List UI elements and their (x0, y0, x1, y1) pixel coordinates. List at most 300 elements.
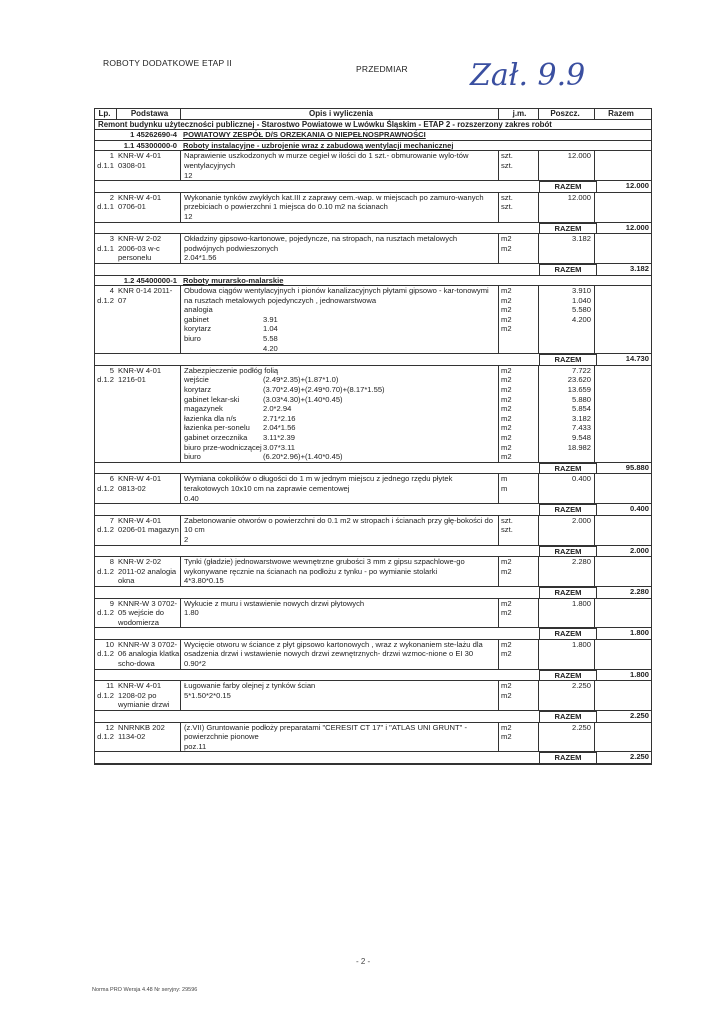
item-number: 1 (109, 151, 114, 161)
unit-header: m2 (501, 286, 512, 296)
item-unit (498, 151, 538, 180)
razem-label: RAZEM (539, 181, 596, 192)
item-lp (95, 151, 116, 180)
unit-line: m2 (501, 394, 512, 404)
calc-label: wejście (184, 375, 209, 385)
unit-line: m2 (501, 566, 512, 576)
razem-value: 2.250 (596, 752, 651, 763)
calc-label: łazienka per-sonelu (184, 423, 250, 433)
item-description (180, 193, 498, 222)
item-poszcz (538, 151, 594, 180)
calc-expr: 2 (184, 534, 189, 544)
item-number: 9 (109, 598, 114, 608)
item-opis: Okładziny gipsowo-kartonowe, pojedyncze, na stropach, na rusztach metalowych podwójnych podwieszonych (184, 234, 458, 253)
item-description (180, 234, 498, 263)
section-1-1 (95, 141, 651, 152)
item-number: 7 (109, 515, 114, 525)
col-lp: Lp. (98, 109, 111, 118)
item-razem (594, 681, 649, 710)
poszcz-value: 13.659 (567, 385, 591, 395)
poszcz-value: 23.620 (567, 375, 591, 385)
razem-value: 1.800 (596, 670, 651, 681)
razem-value: 2.250 (596, 711, 651, 722)
item-lp (95, 599, 116, 628)
item-opis: (z.VII) Gruntowanie podłoży preparatami "CERESIT CT 17" i "ATLAS UNI GRUNT" - powierzchnie pionowe (184, 722, 467, 742)
item-number: 3 (109, 234, 114, 244)
header-center: PRZEDMIAR (356, 64, 408, 74)
unit-line: m2 (501, 413, 512, 423)
item-razem (594, 557, 649, 586)
razem-row (95, 711, 651, 723)
razem-value: 2.000 (596, 546, 651, 557)
item-number: 12 (105, 722, 114, 732)
razem-row (95, 181, 651, 193)
item-left (95, 640, 180, 669)
item-number: 8 (109, 557, 114, 567)
poszcz-value: 2.280 (571, 557, 591, 567)
razem-row (95, 264, 651, 276)
item-razem (594, 516, 649, 545)
unit-line: m2 (501, 295, 512, 305)
table-row (95, 599, 651, 629)
item-razem (594, 286, 649, 353)
item-podstawa: KNR-W 4-01 1216-01 (118, 365, 162, 385)
calc-label: biuro prze-wodniczącej (184, 442, 262, 452)
calc-expr: 0.40 (184, 493, 199, 503)
razem-label: RAZEM (539, 504, 596, 515)
item-opis: Obudowa ciągów wentylacyjnych i pionów kanalizacyjnych płytami gipsowo - kar-tonowymi na rusztach metalowych pojedynczych , jednowarstwowa (184, 286, 489, 305)
item-lp (95, 640, 116, 669)
unit-line: szt. (501, 202, 513, 212)
item-description (180, 640, 498, 669)
item-opis: Wykucie z muru i wstawienie nowych drzwi płytowych (184, 598, 365, 608)
item-opis: Wymiana cokolików o długości do 1 m w jednym miejscu z jednego rzędu płytek terakotowych 10x10 cm na zaprawie cementowej (184, 474, 453, 493)
item-left (95, 366, 180, 462)
poszcz-value: 3.182 (571, 234, 591, 244)
item-podstawa: KNR-W 4-01 0706-01 (118, 192, 162, 212)
item-podstawa: NNRNKB 202 1134-02 (118, 722, 165, 742)
calc-label: korytarz (184, 385, 212, 395)
item-podstawa: KNR 0-14 2011-07 (118, 286, 173, 305)
item-left (95, 516, 180, 545)
calc-line (184, 334, 498, 344)
calc-line (184, 385, 498, 395)
table-row (95, 557, 651, 587)
item-left (95, 599, 180, 628)
unit-line: m2 (501, 404, 512, 414)
table-row (95, 681, 651, 711)
unit-header: m2 (501, 557, 512, 567)
calc-expr: 5*1.50*2*0.15 (184, 690, 231, 700)
item-ref: d.1.2 (97, 375, 114, 385)
calc-label: gabinet lekar-ski (184, 394, 240, 404)
razem-label: RAZEM (539, 670, 596, 681)
poszcz-value: 12.000 (567, 192, 591, 202)
table-row (95, 366, 651, 463)
calc-line (184, 324, 498, 334)
unit-line: m (501, 483, 508, 493)
software-footer: Norma PRO Wersja 4.48 Nr seryjny: 29596 (92, 987, 198, 993)
item-poszcz (538, 599, 594, 628)
unit-line: szt. (501, 525, 513, 535)
razem-label: RAZEM (539, 711, 596, 722)
item-ref: d.1.2 (97, 566, 114, 576)
item-poszcz (538, 366, 594, 462)
table-header (95, 109, 651, 120)
unit-line: m2 (501, 433, 512, 442)
unit-line: m2 (501, 375, 512, 385)
razem-label: RAZEM (539, 463, 596, 474)
calc-expr: (3.70*2.49)+(2.49*0.70)+(8.17*1.55) (263, 385, 385, 395)
calc-expr: 12 (184, 211, 193, 221)
item-left (95, 474, 180, 503)
poszcz-value: 1.040 (571, 295, 591, 305)
calc-line (184, 395, 498, 405)
razem-label: RAZEM (539, 752, 596, 763)
calc-expr: 3.11*2.39 (263, 433, 295, 442)
table-row (95, 516, 651, 546)
col-razem: Razem (594, 109, 649, 119)
item-razem (594, 723, 649, 752)
unit-line: m2 (501, 732, 512, 742)
item-opis: Naprawienie uszkodzonych w murze cegieł w ilości do 1 szt.- obmurowanie wylo-tów wentylacyjnych (184, 151, 469, 170)
item-unit (498, 474, 538, 503)
unit-header: m2 (501, 722, 512, 732)
unit-header: szt. (501, 151, 513, 161)
calc-label: korytarz (184, 324, 212, 334)
calc-expr: (2.49*2.35)+(1.87*1.0) (263, 375, 339, 385)
razem-row (95, 354, 651, 366)
table-row (95, 234, 651, 264)
razem-label: RAZEM (539, 546, 596, 557)
razem-value: 2.280 (596, 587, 651, 598)
poszcz-value: 1.800 (571, 598, 591, 608)
item-description (180, 286, 498, 353)
poszcz-value: 1.800 (571, 639, 591, 649)
item-lp (95, 286, 116, 353)
poszcz-value: 7.433 (571, 423, 591, 433)
razem-value: 12.000 (596, 181, 651, 192)
razem-row (95, 670, 651, 682)
calc-line (184, 433, 498, 443)
item-ref: d.1.2 (97, 732, 114, 742)
item-podstawa: KNR-W 4-01 0206-01 magazyn (118, 515, 179, 535)
item-ref: d.1.2 (97, 525, 114, 535)
item-opis: Zabetonowanie otworów o powierzchni do 0.1 m2 w stropach i ścianach przy głę-bokości do 10 cm (184, 515, 493, 535)
unit-line: m2 (501, 649, 512, 659)
item-left (95, 557, 180, 586)
item-description (180, 723, 498, 752)
item-unit (498, 599, 538, 628)
estimate-table (94, 108, 652, 765)
calc-label (184, 344, 263, 354)
item-description (180, 681, 498, 710)
unit-header: szt. (501, 192, 513, 202)
item-poszcz (538, 474, 594, 503)
table-row (95, 723, 651, 753)
razem-label: RAZEM (539, 223, 596, 234)
calc-expr: 1.04 (263, 324, 278, 334)
razem-row (95, 752, 651, 764)
item-podstawa: KNR-W 4-01 0813-02 (118, 474, 162, 493)
calc-expr: 2.0*2.94 (263, 404, 292, 414)
header-left: ROBOTY DODATKOWE ETAP II (103, 58, 232, 68)
item-razem (594, 599, 649, 628)
item-poszcz (538, 286, 594, 353)
calc-expr: (6.20*2.96)+(1.40*0.45) (263, 452, 343, 462)
calc-line (184, 305, 498, 315)
table-row (95, 151, 651, 181)
unit-header: szt. (501, 515, 513, 525)
calc-line (184, 443, 498, 453)
item-poszcz (538, 681, 594, 710)
item-razem (594, 234, 649, 263)
section-code: 1.2 45400000-1 (123, 275, 177, 285)
item-opis: Wykonanie tynków zwykłych kat.III z zaprawy cem.-wap. w miejscach po zamuro-wanych przebiciach o powierzchni 1 miejsca do 0.10 m2 na ścianach (184, 192, 484, 212)
item-number: 5 (109, 365, 114, 375)
section-title: POWIATOWY ZESPÓŁ D/S ORZEKANIA O NIEPEŁNOSPRAWNOŚCI (183, 130, 426, 140)
item-razem (594, 366, 649, 462)
item-lp (95, 681, 116, 710)
item-razem (594, 151, 649, 180)
razem-row (95, 628, 651, 640)
unit-line: m2 (501, 442, 512, 452)
razem-value: 1.800 (596, 628, 651, 639)
unit-header: m2 (501, 365, 512, 375)
razem-value: 0.400 (596, 504, 651, 515)
calc-line (184, 414, 498, 424)
calc-expr: 4*3.80*0.15 (184, 576, 224, 586)
item-lp (95, 516, 116, 545)
unit-line: m2 (501, 608, 512, 618)
item-description (180, 599, 498, 628)
item-ref: d.1.2 (97, 649, 114, 659)
item-unit (498, 516, 538, 545)
item-description (180, 151, 498, 180)
poszcz-value: 9.548 (571, 433, 591, 442)
calc-line (184, 452, 498, 462)
item-poszcz (538, 723, 594, 752)
calc-expr: 1.80 (184, 608, 199, 618)
calc-expr: 3.07*3.11 (263, 442, 295, 452)
table-row (95, 286, 651, 354)
poszcz-value: 5.580 (571, 305, 591, 315)
item-podstawa: KNR-W 4-01 1208-02 po wymianie drzwi (118, 681, 170, 710)
calc-label: biuro (184, 334, 201, 344)
poszcz-value: 3.182 (571, 413, 591, 423)
item-number: 2 (109, 192, 114, 202)
razem-label: RAZEM (539, 587, 596, 598)
calc-expr: 3.91 (263, 314, 278, 324)
item-lp (95, 723, 116, 752)
razem-row (95, 223, 651, 235)
calc-line (184, 375, 498, 385)
item-ref: d.1.2 (97, 483, 114, 493)
item-unit (498, 557, 538, 586)
razem-label: RAZEM (539, 628, 596, 639)
razem-label: RAZEM (539, 264, 596, 275)
calc-expr: 4.20 (263, 343, 278, 353)
item-number: 10 (105, 639, 114, 649)
item-unit (498, 723, 538, 752)
item-ref: d.1.2 (97, 690, 114, 700)
razem-label: RAZEM (539, 354, 596, 365)
col-poszcz: Poszcz. (538, 109, 594, 119)
unit-line: m2 (501, 423, 512, 433)
item-left (95, 193, 180, 222)
calc-expr (263, 305, 498, 315)
calc-expr: 2.04*1.56 (184, 253, 217, 263)
item-lp (95, 234, 116, 263)
table-row (95, 193, 651, 223)
calc-label: gabinet orzecznika (184, 433, 248, 442)
item-ref: d.1.1 (97, 160, 114, 170)
section-code: 1 45262690-4 (130, 130, 177, 140)
item-poszcz (538, 193, 594, 222)
poszcz-value: 2.250 (571, 722, 591, 732)
item-ref: d.1.2 (97, 608, 114, 618)
col-jm: j.m. (498, 109, 538, 119)
unit-header: m2 (501, 639, 512, 649)
razem-row (95, 463, 651, 475)
item-left (95, 151, 180, 180)
item-unit (498, 366, 538, 462)
razem-value: 95.880 (596, 463, 651, 474)
calc-label: magazynek (184, 404, 223, 414)
item-number: 11 (106, 681, 114, 691)
item-podstawa: KNR-W 2-02 2011-02 analogia okna (118, 557, 177, 586)
item-unit (498, 193, 538, 222)
unit-line: m2 (501, 314, 512, 324)
calc-expr: 2.04*1.56 (263, 423, 296, 433)
unit-header: m2 (501, 681, 512, 691)
calc-line (184, 404, 498, 414)
section-1 (95, 130, 651, 141)
item-poszcz (538, 516, 594, 545)
item-description (180, 516, 498, 545)
calc-expr: 0.90*2 (184, 659, 206, 669)
item-opis: Tynki (gładzie) jednowarstwowe wewnętrzne grubości 3 mm z gipsu szpachlowe-go wykonywane ręcznie na ścianach na podłożu z tynku - po wymianie stolarki (184, 557, 465, 576)
item-opis: Zabezpieczenie podłóg folią (184, 365, 279, 375)
razem-row (95, 504, 651, 516)
item-opis: Ługowanie farby olejnej z tynków ścian (184, 681, 316, 691)
section-1-2 (95, 276, 651, 287)
item-lp (95, 193, 116, 222)
item-unit (498, 234, 538, 263)
calc-label: gabinet (184, 314, 209, 324)
project-title: Remont budynku użyteczności publicznej - Starostwo Powiatowe w Lwówku Śląskim - ETAP 2 - rozszerzony zakres robót (95, 120, 651, 131)
item-description (180, 557, 498, 586)
razem-value: 3.182 (596, 264, 651, 275)
calc-expr: 12 (184, 170, 193, 180)
item-podstawa: KNR-W 2-02 2006-03 w-c personelu (118, 234, 162, 263)
item-ref: d.1.1 (97, 243, 114, 253)
calc-label: łazienka dla n/s (184, 413, 237, 423)
poszcz-value: 2.000 (571, 515, 591, 525)
unit-line: m2 (501, 385, 512, 395)
item-number: 6 (109, 474, 114, 484)
calc-expr: 2.71*2.16 (263, 413, 296, 423)
section-title: Roboty instalacyjne - uzbrojenie wraz z zabudową wentylacji mechanicznej (183, 140, 454, 150)
item-number: 4 (109, 286, 114, 296)
table-row (95, 640, 651, 670)
calc-expr: poz.11 (184, 741, 207, 751)
handwritten-annex-number: Zał. 9.9 (470, 58, 586, 93)
calc-expr: 5.58 (263, 334, 278, 344)
razem-value: 12.000 (596, 223, 651, 234)
poszcz-value: 18.982 (567, 442, 591, 452)
unit-line: m2 (501, 690, 512, 700)
item-razem (594, 193, 649, 222)
unit-line: m2 (501, 324, 512, 334)
item-ref: d.1.2 (97, 295, 114, 305)
table-row (95, 474, 651, 504)
item-ref: d.1.1 (97, 202, 114, 212)
unit-header: m (501, 474, 508, 484)
item-poszcz (538, 640, 594, 669)
unit-line: m2 (501, 305, 512, 315)
razem-row (95, 546, 651, 558)
item-left (95, 234, 180, 263)
section-title: Roboty murarsko-malarskie (183, 275, 284, 285)
poszcz-value: 2.250 (571, 681, 591, 691)
item-unit (498, 640, 538, 669)
poszcz-value: 3.910 (571, 286, 591, 296)
item-unit (498, 681, 538, 710)
col-podstawa: Podstawa (116, 109, 180, 119)
page-number: - 2 - (356, 957, 371, 966)
poszcz-value: 4.200 (571, 314, 591, 324)
item-opis: Wycięcie otworu w ściance z płyt gipsowo kartonowych , wraz z wykonaniem ste-lażu dla osadzenia drzwi i wstawienie nowych drzwi zewnętrznych- drzwi wzmoc-nione o EI 30 (184, 639, 483, 659)
razem-value: 14.730 (596, 354, 651, 365)
poszcz-value: 0.400 (571, 474, 591, 484)
item-lp (95, 366, 116, 462)
col-opis: Opis i wyliczenia (180, 109, 498, 119)
unit-line: m2 (501, 452, 512, 462)
unit-line: m2 (501, 243, 512, 253)
calc-expr: (3.03*4.30)+(1.40*0.45) (263, 394, 343, 404)
item-podstawa: KNR-W 4-01 0308-01 (118, 151, 162, 170)
item-podstawa: KNNR-W 3 0702-06 analogia klatka scho-dowa (118, 639, 180, 669)
calc-line (184, 423, 498, 433)
poszcz-value: 7.722 (571, 365, 591, 375)
poszcz-value: 5.854 (571, 404, 591, 414)
item-left (95, 681, 180, 710)
poszcz-value: 12.000 (567, 151, 591, 161)
item-unit (498, 286, 538, 353)
calc-line (184, 315, 498, 325)
item-razem (594, 474, 649, 503)
item-left (95, 286, 180, 353)
item-lp (95, 557, 116, 586)
item-lp (95, 474, 116, 503)
item-description (180, 474, 498, 503)
calc-label: analogia (184, 305, 213, 315)
calc-line (184, 344, 498, 354)
item-podstawa: KNNR-W 3 0702-05 wejście do wodomierza (118, 598, 178, 627)
item-description (180, 366, 498, 462)
razem-row (95, 587, 651, 599)
unit-header: m2 (501, 234, 512, 244)
poszcz-value: 5.880 (571, 394, 591, 404)
unit-line: szt. (501, 160, 513, 170)
calc-label: biuro (184, 452, 201, 462)
item-poszcz (538, 234, 594, 263)
item-left (95, 723, 180, 752)
section-code: 1.1 45300000-0 (123, 140, 177, 150)
item-poszcz (538, 557, 594, 586)
unit-header: m2 (501, 598, 512, 608)
